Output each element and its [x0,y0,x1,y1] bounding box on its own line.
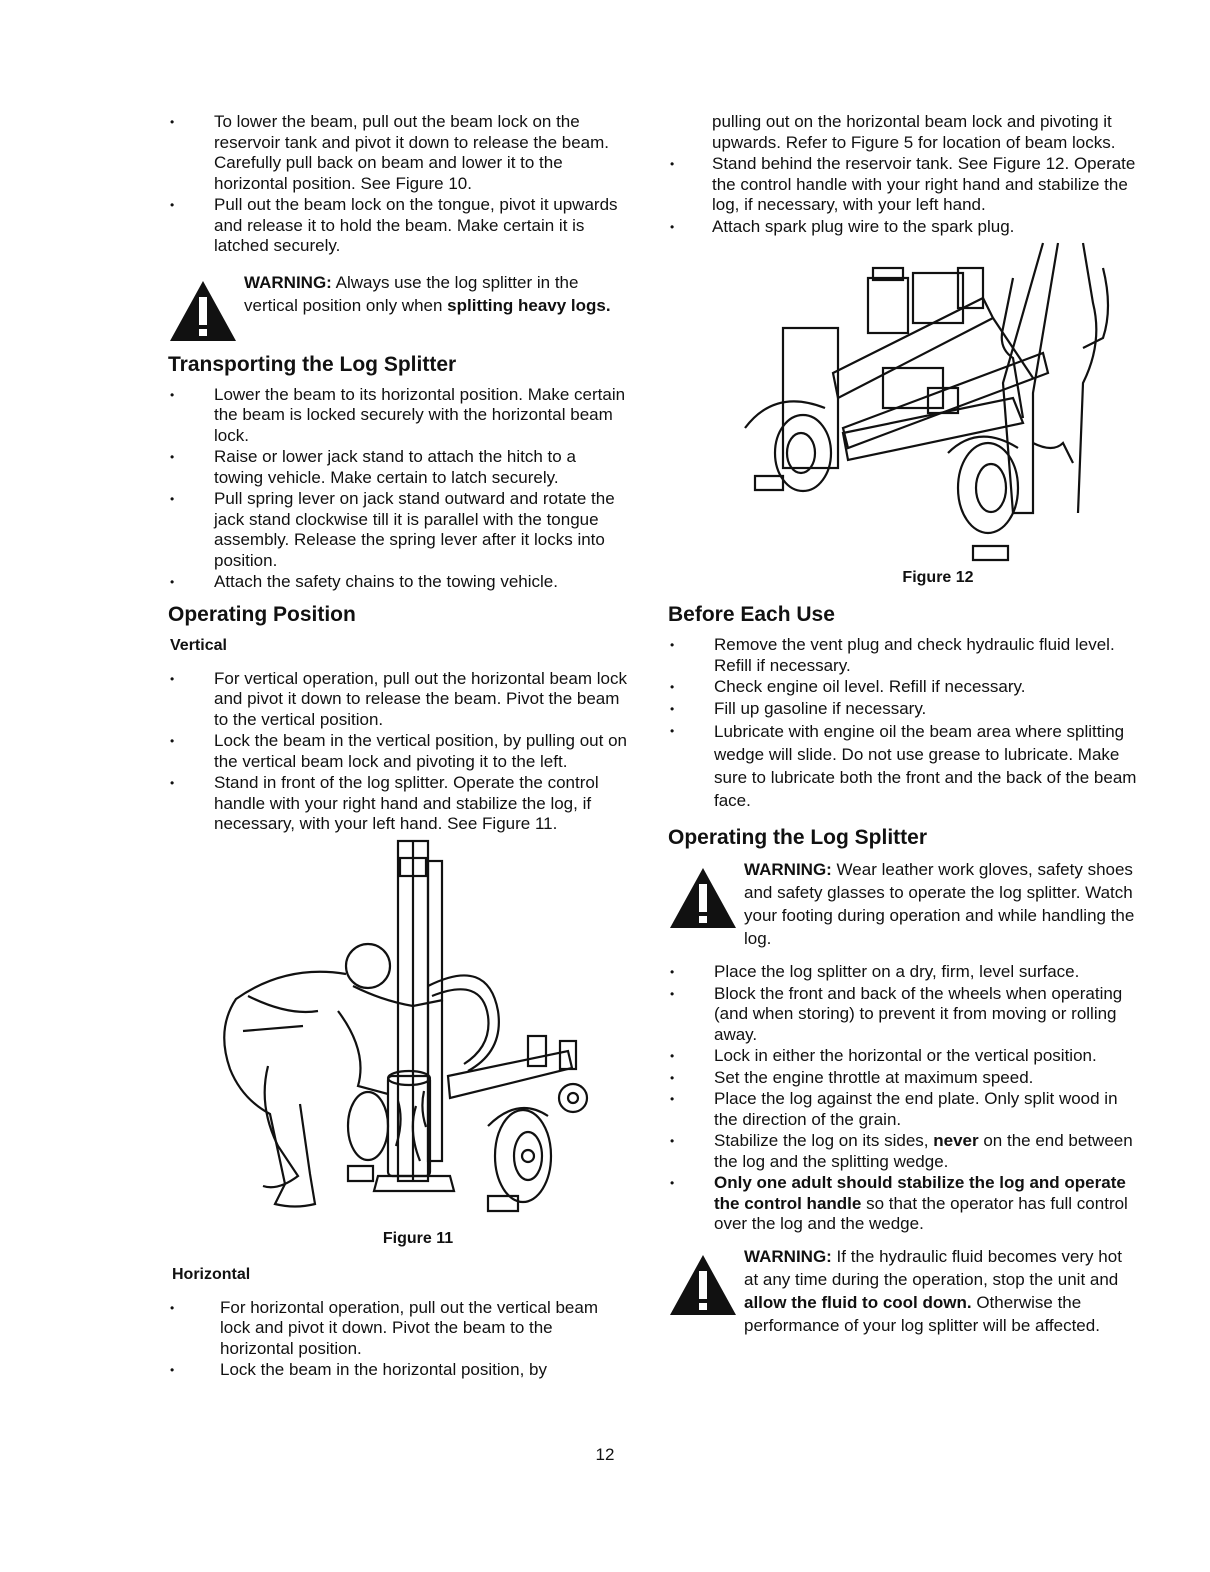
list-item: • Fill up gasoline if necessary. [668,699,1138,720]
list-item: • Lower the beam to its horizontal position. Make certain the beam is locked securely with the horizontal beam lock. [168,385,628,447]
figure-12-illustration [683,238,1123,568]
list-item: • For horizontal operation, pull out the vertical beam lock and pivot it down. Pivot the beam to the horizontal position. [168,1298,628,1360]
list-item: • Lock the beam in the horizontal position, by [168,1360,628,1381]
warning-text: WARNING: Always use the log splitter in the vertical position only when splitting heavy logs. [244,272,611,315]
list-item: • Place the log splitter on a dry, firm, level surface. [668,962,1138,983]
list-item: • Block the front and back of the wheels when operating (and when storing) to prevent it from moving or rolling away. [668,984,1138,1046]
figure-11 [168,836,628,1248]
subsection-title-horizontal: Horizontal [172,1265,251,1283]
warning-text: WARNING: Wear leather work gloves, safety shoes and safety glasses to operate the log splitter. Watch your footing during operation and while handling the log. [744,860,1135,948]
figure-11-illustration [188,836,608,1221]
list-item-stabilize: • Stabilize the log on its sides, never on the end between the log and the splitting wedge. [668,1131,1138,1172]
list-item: • Check engine oil level. Refill if necessary. [668,677,1138,698]
warning-icon [168,279,238,343]
warning-block-protective-gear [668,858,1138,950]
list-item: • To lower the beam, pull out the beam lock on the reservoir tank and pivot it down to release the beam. Carefully pull back on beam and lower it to the horizontal position. See Figure 10. [168,112,628,194]
transport-bullet-list [168,385,628,593]
list-item: • Attach spark plug wire to the spark plug. [668,217,1138,238]
warning-block-heavy-logs [168,271,628,343]
section-title-transporting: Transporting the Log Splitter [168,352,457,376]
list-item: • For vertical operation, pull out the horizontal beam lock and pivot it down to release the beam. Pivot the beam to the vertical position. [168,669,628,731]
list-item-only-one-adult: • Only one adult should stabilize the log and operate the control handle so that the operator has full control over the log and the wedge. [668,1173,1138,1235]
list-item: • Pull spring lever on jack stand outward and rotate the jack stand clockwise till it is parallel with the tongue assembly. Release the spring lever after it locks into position. [168,489,628,571]
subsection-title-vertical: Vertical [170,636,227,654]
figure-12-caption: Figure 12 [902,569,974,586]
before-use-bullet-list [668,635,1138,812]
warning-text: WARNING: If the hydraulic fluid becomes very hot at any time during the operation, stop the unit and allow the fluid to cool down. Otherwise the performance of your log splitter will be affected. [744,1246,1122,1335]
list-item: • Lock the beam in the vertical position, by pulling out on the vertical beam lock and pivoting it to the left. [168,731,628,772]
warning-label: WARNING: [744,1246,832,1266]
warning-label: WARNING: [244,272,332,292]
section-title-operating-log-splitter: Operating the Log Splitter [668,826,928,849]
list-item: • Stand in front of the log splitter. Operate the control handle with your right hand and stabilize the log, if necessary, with your left hand. See Figure 11. [168,773,628,835]
figure-12 [668,238,1138,587]
list-item: • Attach the safety chains to the towing vehicle. [168,572,628,593]
warning-icon [668,1253,738,1317]
list-item: • Lock in either the horizontal or the vertical position. [668,1046,1138,1067]
right-column [668,112,1138,1341]
list-item: • Remove the vent plug and check hydraulic fluid level. Refill if necessary. [668,635,1138,676]
horizontal-bullet-list [168,1298,628,1381]
list-item: • Pull out the beam lock on the tongue, pivot it upwards and release it to hold the beam. Make certain it is latched securely. [168,195,628,257]
operating-bullet-list [668,962,1138,1235]
section-title-before-each-use: Before Each Use [668,603,835,626]
warning-block-hydraulic-fluid [668,1245,1138,1337]
vertical-bullet-list [168,669,628,835]
warning-icon [668,866,738,930]
list-item: • Raise or lower jack stand to attach the hitch to a towing vehicle. Make certain to latch securely. [168,447,628,488]
page-number: 12 [595,1445,615,1464]
list-item: • Set the engine throttle at maximum speed. [668,1068,1138,1089]
left-column [168,112,628,1382]
continued-paragraph: pulling out on the horizontal beam lock and pivoting it upwards. Refer to Figure 5 for location of beam locks. [712,112,1116,152]
intro-bullet-list [168,112,628,257]
warning-label: WARNING: [744,860,832,879]
right-intro-bullet-list [668,154,1138,237]
figure-11-caption: Figure 11 [382,1229,454,1247]
list-item: • Place the log against the end plate. Only split wood in the direction of the grain. [668,1089,1138,1130]
list-item: • Lubricate with engine oil the beam area where splitting wedge will slide. Do not use grease to lubricate. Make sure to lubricate both the front and the back of the beam face. [668,720,1138,812]
section-title-operating-position: Operating Position [168,602,356,626]
list-item: • Stand behind the reservoir tank. See Figure 12. Operate the control handle with your right hand and stabilize the log, if necessary, with your left hand. [668,154,1138,216]
